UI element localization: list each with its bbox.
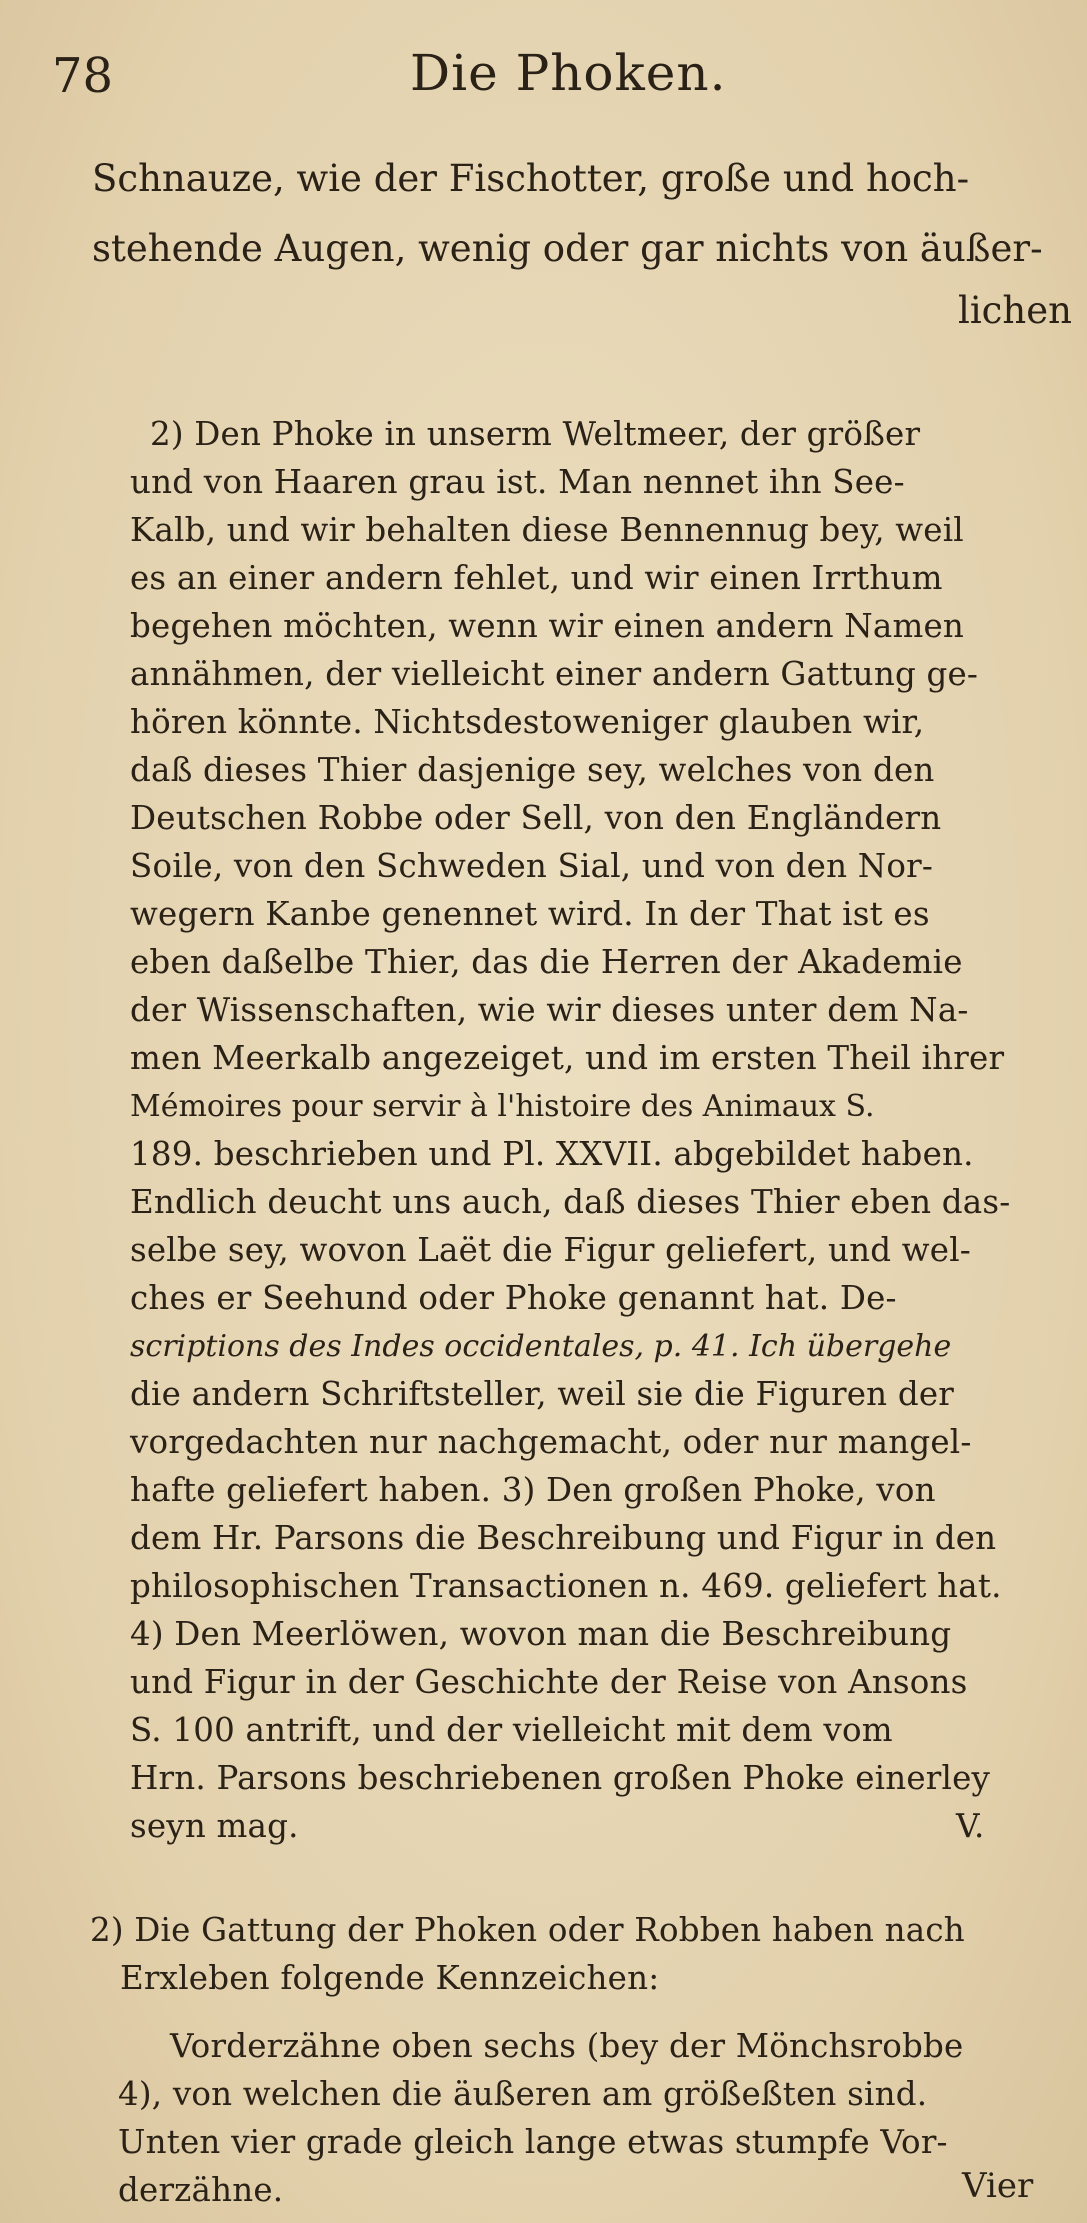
note-line: Unten vier grade gleich lange etwas stumpfe Vor- xyxy=(118,2123,948,2161)
note-line: Hrn. Parsons beschriebenen großen Phoke einerley xyxy=(130,1759,991,1797)
note-line: hören könnte. Nichtsdestoweniger glauben wir, xyxy=(130,703,925,741)
note-line: dem Hr. Parsons die Beschreibung und Figur in den xyxy=(130,1519,997,1557)
note-line: 4) Den Meerlöwen, wovon man die Beschreibung xyxy=(130,1615,952,1653)
text-line: stehende Augen, wenig oder gar nichts von äußer- xyxy=(92,227,1043,270)
note-line: 2) Den Phoke in unserm Weltmeer, der größer xyxy=(150,415,921,453)
note-line: begehen möchten, wenn wir einen andern Namen xyxy=(130,607,965,645)
note-line: Mémoires pour servir à l'histoire des Animaux S. xyxy=(130,1089,875,1124)
note-signature: V. xyxy=(956,1807,985,1845)
note-line: Deutschen Robbe oder Sell, von den Engländern xyxy=(130,799,942,837)
note-line: annähmen, der vielleicht einer andern Gattung ge- xyxy=(130,655,979,693)
text-line: lichen xyxy=(958,289,1072,332)
note-line: scriptions des Indes occidentales, p. 41. Ich übergehe xyxy=(130,1329,952,1364)
note-line: es an einer andern fehlet, und wir einen Irrthum xyxy=(130,559,943,597)
note-line: selbe sey, wovon Laët die Figur geliefert, und wel- xyxy=(130,1231,971,1269)
note-line: Soile, von den Schweden Sial, und von den Nor- xyxy=(130,847,934,885)
note-line: Endlich deucht uns auch, daß dieses Thier eben das- xyxy=(130,1183,1011,1221)
note-line: men Meerkalb angezeiget, und im ersten Theil ihrer xyxy=(130,1039,1005,1077)
note-line: und von Haaren grau ist. Man nennet ihn See- xyxy=(130,463,905,501)
note-line: 2) Die Gattung der Phoken oder Robben haben nach xyxy=(90,1911,965,1949)
note-line: Vorderzähne oben sechs (bey der Mönchsrobbe xyxy=(170,2027,964,2065)
text-line: Schnauze, wie der Fischotter, große und hoch- xyxy=(92,157,970,200)
note-line: der Wissenschaften, wie wir dieses unter dem Na- xyxy=(130,991,969,1029)
note-line: S. 100 antrift, und der vielleicht mit dem vom xyxy=(130,1711,893,1749)
note-line: 189. beschrieben und Pl. XXVII. abgebildet haben. xyxy=(130,1135,974,1173)
note-line: Erxleben folgende Kennzeichen: xyxy=(120,1959,660,1997)
note-line: Kalb, und wir behalten diese Bennennug bey, weil xyxy=(130,511,964,549)
note-line: daß dieses Thier dasjenige sey, welches von den xyxy=(130,751,935,789)
note-line: die andern Schriftsteller, weil sie die Figuren der xyxy=(130,1375,955,1413)
note-line: philosophischen Transactionen n. 469. geliefert hat. xyxy=(130,1567,1002,1605)
catchword: Vier xyxy=(962,2166,1034,2206)
note-line: wegern Kanbe genennet wird. In der That ist es xyxy=(130,895,930,933)
page-number: 78 xyxy=(52,48,114,104)
note-line: hafte geliefert haben. 3) Den großen Phoke, von xyxy=(130,1471,936,1509)
note-line: und Figur in der Geschichte der Reise von Ansons xyxy=(130,1663,968,1701)
note-line: vorgedachten nur nachgemacht, oder nur mangel- xyxy=(130,1423,972,1461)
note-line: ches er Seehund oder Phoke genannt hat. De- xyxy=(130,1279,897,1317)
note-line: seyn mag. xyxy=(130,1807,299,1845)
note-line: eben daßelbe Thier, das die Herren der Akademie xyxy=(130,943,963,981)
note-line: 4), von welchen die äußeren am größeßten sind. xyxy=(118,2075,928,2113)
note-line: derzähne. xyxy=(118,2171,284,2209)
running-title: Die Phoken. xyxy=(410,44,727,102)
